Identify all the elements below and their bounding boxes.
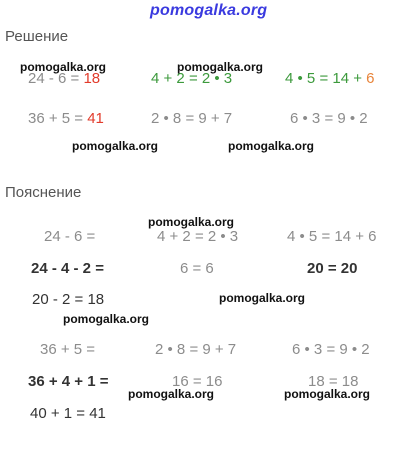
explanation-b2-c3-line2: 18 = 18: [308, 373, 359, 390]
explanation-b1-c3-line1: [287, 228, 377, 245]
solution-expr-4-left: 36 + 5 =: [28, 110, 88, 127]
explanation-b2-c1-line2: 36 + 4 + 1 =: [28, 373, 109, 390]
explanation-b1-c2-line2: 6 = 6: [180, 260, 214, 277]
watermark: pomogalka.org: [148, 215, 235, 229]
explanation-b2-c2-line1: 2 • 8 = 9 + 7: [155, 341, 237, 358]
explanation-b2-c3-line1: 6 • 3 = 9 • 2: [292, 341, 370, 358]
watermark: pomogalka.org: [284, 387, 371, 401]
watermark: pomogalka.org: [72, 139, 159, 153]
watermark: pomogalka.org: [63, 312, 150, 326]
explanation-heading: Пояснение: [5, 184, 82, 201]
explanation-b2-c1-line1: 36 + 5 =: [40, 341, 96, 358]
explanation-b1-c3-line1-text: 4 • 5 = 14 + 6: [287, 228, 377, 245]
explanation-b2-c1-line3: 40 + 1 = 41: [30, 405, 106, 422]
site-logo: pomogalka.org: [150, 2, 268, 19]
explanation-b1-c1-line1: 24 - 6 =: [44, 228, 96, 245]
watermark: pomogalka.org: [219, 291, 306, 305]
watermark: pomogalka.org: [228, 139, 315, 153]
solution-expr-4: [28, 110, 104, 127]
solution-answer-3: 6: [366, 70, 375, 87]
solution-expr-3: [285, 70, 375, 87]
explanation-b1-c2-line1: 4 + 2 = 2 • 3: [157, 228, 239, 245]
explanation-b1-c1-line2: 24 - 4 - 2 =: [31, 260, 104, 277]
watermark: pomogalka.org: [177, 60, 264, 74]
explanation-b1-c3-line2: 20 = 20: [307, 260, 358, 277]
solution-answer-1: 18: [83, 70, 101, 87]
explanation-b2-c2-line2: 16 = 16: [172, 373, 223, 390]
solution-expr-5: 2 • 8 = 9 + 7: [151, 110, 233, 127]
watermark: pomogalka.org: [128, 387, 215, 401]
solution-heading: Решение: [5, 28, 69, 45]
solution-expr-3-left: 4 • 5 = 14 +: [285, 70, 367, 87]
solution-expr-6: 6 • 3 = 9 • 2: [290, 110, 368, 127]
solution-answer-4: 41: [87, 110, 104, 127]
solution-expr-1-left: 24 - 6 =: [28, 70, 84, 87]
solution-expr-2: 4 + 2 = 2 • 3: [151, 70, 233, 87]
watermark: pomogalka.org: [20, 60, 107, 74]
explanation-b1-c1-line3: 20 - 2 = 18: [32, 291, 105, 308]
